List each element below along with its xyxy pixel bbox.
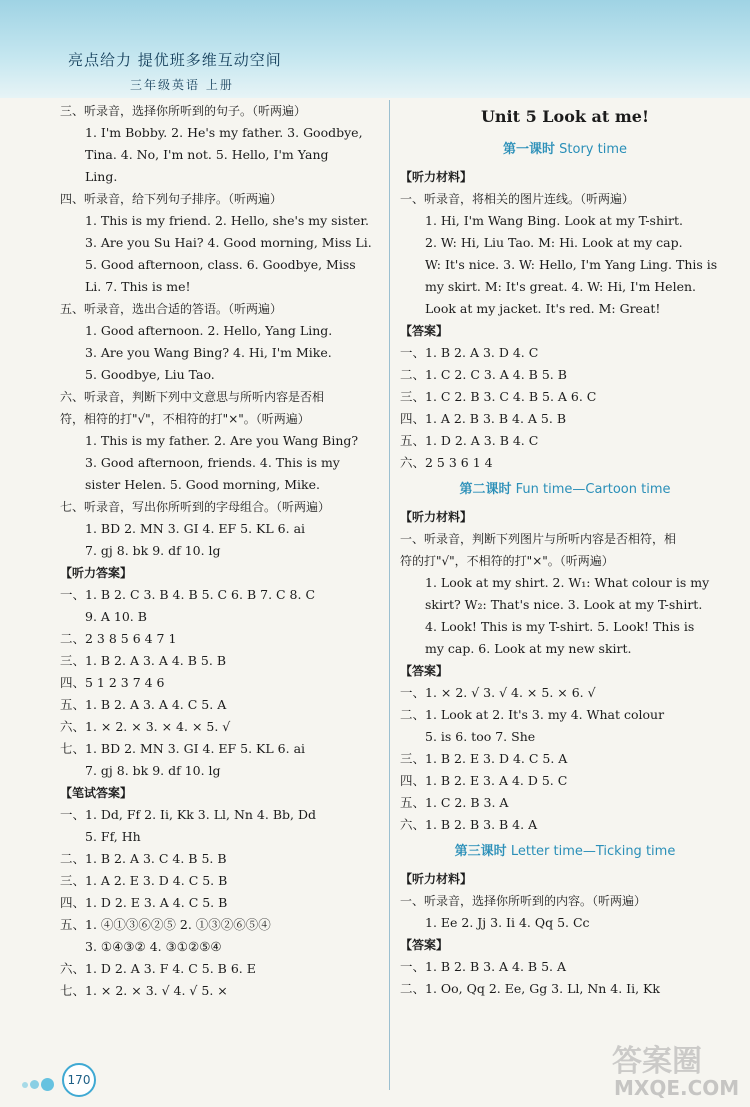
text-line: 1. Look at my shirt. 2. W₁: What colour is my	[425, 575, 710, 590]
text-line: 1. Good afternoon. 2. Hello, Yang Ling.	[85, 323, 333, 338]
bracket-heading: 【听力材料】	[400, 170, 473, 184]
answer-line: 六、2 5 3 6 1 4	[400, 455, 493, 470]
answer-line: 四、1. A 2. B 3. B 4. A 5. B	[400, 411, 567, 426]
text-line: 5. Goodbye, Liu Tao.	[85, 367, 215, 382]
text-line: my cap. 6. Look at my new skirt.	[425, 641, 632, 656]
answer-line: 五、1. D 2. A 3. B 4. C	[400, 433, 539, 448]
text-line: 9. A 10. B	[85, 609, 147, 624]
answer-line: 五、1. C 2. B 3. A	[400, 795, 509, 810]
text-line: skirt? W₂: That's nice. 3. Look at my T-shirt.	[425, 597, 703, 612]
text-line: 4. Look! This is my T-shirt. 5. Look! This is	[425, 619, 695, 634]
text-line: 5. Ff, Hh	[85, 829, 141, 844]
column-divider	[389, 100, 390, 1090]
section-heading: 符的打"√"，不相符的打"×"。（听两遍）	[400, 554, 614, 568]
text-line: 1. This is my father. 2. Are you Wang Bing?	[85, 433, 359, 448]
lesson-heading-en: Story time	[559, 142, 627, 157]
lesson-heading-cn: 第一课时	[503, 142, 556, 157]
lesson-heading	[400, 134, 730, 166]
bracket-heading: 【答案】	[400, 324, 449, 338]
text-line: my skirt. M: It's great. 4. W: Hi, I'm Helen.	[425, 279, 696, 294]
answer-line: 二、1. C 2. C 3. A 4. B 5. B	[400, 367, 567, 382]
watermark-url: MXQE.COM	[614, 1076, 740, 1100]
bracket-heading: 【答案】	[400, 664, 449, 678]
section-heading: 五、听录音，选出合适的答语。（听两遍）	[60, 302, 283, 316]
answer-line: 三、1. C 2. B 3. C 4. B 5. A 6. C	[400, 389, 597, 404]
answer-line: 三、1. A 2. E 3. D 4. C 5. B	[60, 873, 228, 888]
answer-line: 一、1. B 2. C 3. B 4. B 5. C 6. B 7. C 8. C	[60, 587, 316, 602]
text-line: 1. BD 2. MN 3. GI 4. EF 5. KL 6. ai	[85, 521, 306, 536]
section-heading: 符，相符的打"√"，不相符的打"×"。（听两遍）	[60, 412, 310, 426]
text-line: 3. ①④③② 4. ③①②⑤④	[85, 939, 222, 954]
section-heading: 三、听录音，选择你所听到的句子。（听两遍）	[60, 104, 307, 118]
lesson-heading-cn: 第二课时	[459, 482, 512, 497]
text-line: 1. This is my friend. 2. Hello, she's my sister.	[85, 213, 370, 228]
unit-title: Unit 5 Look at me!	[480, 107, 650, 126]
text-line: 1. Ee 2. Jj 3. Ii 4. Qq 5. Cc	[425, 915, 590, 930]
answer-line: 一、1. B 2. A 3. D 4. C	[400, 345, 539, 360]
bracket-heading: 【笔试答案】	[60, 786, 133, 800]
section-heading: 四、听录音，给下列句子排序。（听两遍）	[60, 192, 283, 206]
text-line: 2. W: Hi, Liu Tao. M: Hi. Look at my cap.	[425, 235, 683, 250]
section-heading: 六、听录音，判断下列中文意思与所听内容是否相	[60, 390, 325, 404]
answer-line: 一、1. × 2. √ 3. √ 4. × 5. × 6. √	[400, 685, 596, 700]
answer-line: 二、1. Look at 2. It's 3. my 4. What colour	[400, 707, 665, 722]
bracket-heading: 【听力材料】	[400, 510, 473, 524]
watermark-logo: 答案圈	[612, 1044, 702, 1079]
answer-line: 二、1. Oo, Qq 2. Ee, Gg 3. Ll, Nn 4. Ii, Kk	[400, 981, 660, 996]
answer-line: 二、2 3 8 5 6 4 7 1	[60, 631, 177, 646]
lesson-heading	[400, 474, 730, 506]
text-line: Ling.	[85, 169, 118, 184]
answer-line: 四、5 1 2 3 7 4 6	[60, 675, 165, 690]
text-line: 1. I'm Bobby. 2. He's my father. 3. Goodbye,	[85, 125, 363, 140]
page-header	[0, 0, 750, 98]
answer-line: 五、1. ④①③⑥②⑤ 2. ①③②⑥⑤④	[60, 917, 271, 932]
bracket-heading: 【听力答案】	[60, 566, 133, 580]
section-heading: 一、听录音，选择你所听到的内容。（听两遍）	[400, 894, 647, 908]
answer-line: 二、1. B 2. A 3. C 4. B 5. B	[60, 851, 227, 866]
left-column	[60, 100, 378, 1002]
bracket-heading: 【答案】	[400, 938, 449, 952]
text-line: 3. Are you Su Hai? 4. Good morning, Miss Li.	[85, 235, 372, 250]
text-line: 5. Good afternoon, class. 6. Goodbye, Miss	[85, 257, 356, 272]
text-line: 1. Hi, I'm Wang Bing. Look at my T-shirt.	[425, 213, 683, 228]
answer-line: 五、1. B 2. A 3. A 4. C 5. A	[60, 697, 227, 712]
answer-line: 四、1. B 2. E 3. A 4. D 5. C	[400, 773, 568, 788]
footer-dots	[22, 1074, 56, 1093]
answer-line: 七、1. × 2. × 3. √ 4. √ 5. ×	[60, 983, 228, 998]
text-line: Li. 7. This is me!	[85, 279, 191, 294]
text-line: 3. Are you Wang Bing? 4. Hi, I'm Mike.	[85, 345, 332, 360]
answer-line: 六、1. × 2. × 3. × 4. × 5. √	[60, 719, 231, 734]
text-line: 7. gj 8. bk 9. df 10. lg	[85, 543, 221, 558]
lesson-heading	[400, 836, 730, 868]
answer-line: 三、1. B 2. A 3. A 4. B 5. B	[60, 653, 227, 668]
text-line: W: It's nice. 3. W: Hello, I'm Yang Ling. This is	[425, 257, 718, 272]
answer-line: 四、1. D 2. E 3. A 4. C 5. B	[60, 895, 228, 910]
answer-line: 七、1. BD 2. MN 3. GI 4. EF 5. KL 6. ai	[60, 741, 306, 756]
text-line: sister Helen. 5. Good morning, Mike.	[85, 477, 320, 492]
answer-line: 三、1. B 2. E 3. D 4. C 5. A	[400, 751, 568, 766]
text-line: Look at my jacket. It's red. M: Great!	[425, 301, 661, 316]
answer-line: 六、1. D 2. A 3. F 4. C 5. B 6. E	[60, 961, 256, 976]
bracket-heading: 【听力材料】	[400, 872, 473, 886]
lesson-heading-en: Fun time—Cartoon time	[515, 482, 671, 497]
page-number: 170	[62, 1063, 96, 1097]
answer-line: 一、1. Dd, Ff 2. Ii, Kk 3. Ll, Nn 4. Bb, Dd	[60, 807, 316, 822]
answer-line: 六、1. B 2. B 3. B 4. A	[400, 817, 538, 832]
book-subtitle: 三年级英语 上册	[130, 78, 234, 92]
text-line: 7. gj 8. bk 9. df 10. lg	[85, 763, 221, 778]
lesson-heading-en: Letter time—Ticking time	[510, 844, 676, 859]
section-heading: 七、听录音，写出你所听到的字母组合。（听两遍）	[60, 500, 331, 514]
answer-line: 一、1. B 2. B 3. A 4. B 5. A	[400, 959, 567, 974]
right-column	[400, 100, 730, 1000]
lesson-heading-cn: 第三课时	[454, 844, 507, 859]
text-line: 3. Good afternoon, friends. 4. This is my	[85, 455, 340, 470]
text-line: 5. is 6. too 7. She	[425, 729, 536, 744]
section-heading: 一、听录音，将相关的图片连线。（听两遍）	[400, 192, 635, 206]
book-title: 亮点给力 提优班多维互动空间	[68, 51, 282, 69]
section-heading: 一、听录音，判断下列图片与所听内容是否相符，相	[400, 532, 677, 546]
text-line: Tina. 4. No, I'm not. 5. Hello, I'm Yang	[85, 147, 329, 162]
